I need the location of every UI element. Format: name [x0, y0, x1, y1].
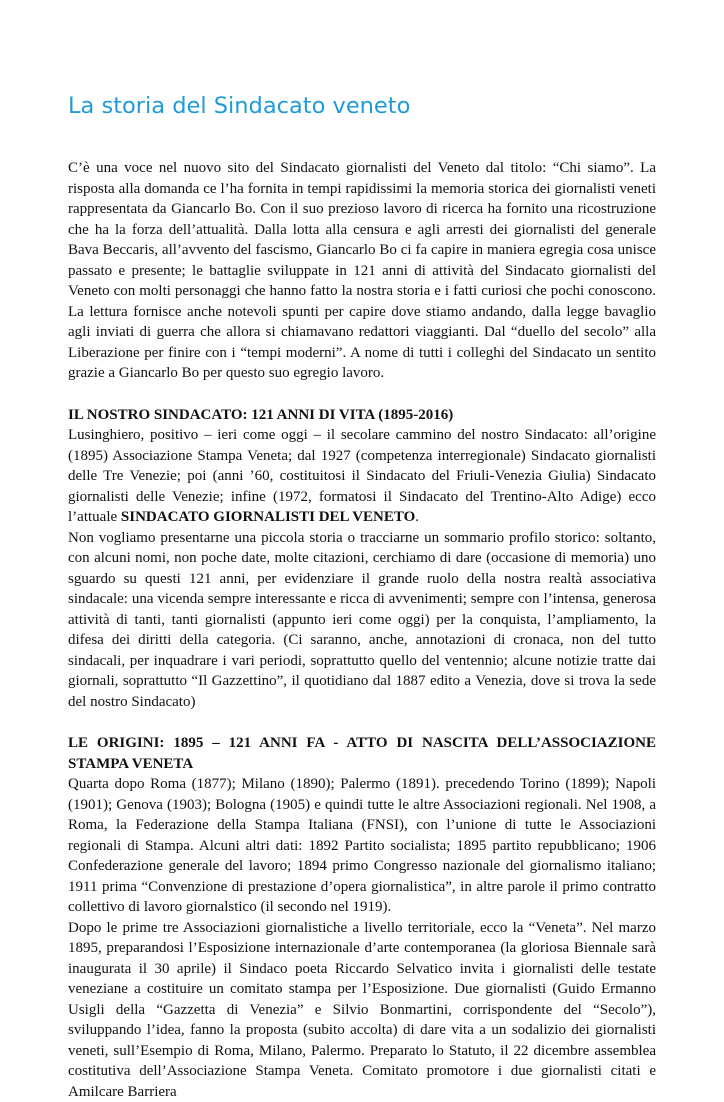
section2-paragraph-1: Quarta dopo Roma (1877); Milano (1890); Palermo (1891). precedendo Torino (1899); Napoli (1901); Genova (1903); Bologna (1905) e quindi tutte le altre Associazioni regionali. Nel 1908, a Roma, la Federazione della Stampa Italiana (FNSI), con l’unione di tutte le Associazioni regionali di Stampa. Alcuni altri dati: 1892 Partito socialista; 1895 partito repubblicano; 1906 Confederazione generale del lavoro; 1894 primo Congresso nazionale del giornalismo italiano; 1911 prima “Convenzione di prestazione d’opera giornalistica”, in altre parole il primo contratto collettivo di lavoro giornalstico (il secondo nel 1919).: [68, 774, 656, 918]
section2-paragraph-2: Dopo le prime tre Associazioni giornalistiche a livello territoriale, ecco la “Veneta”. Nel marzo 1895, preparandosi l’Esposizione internazionale d’arte contemporanea (la gloriosa Biennale sarà inaugurata il 30 aprile) il Sindaco poeta Riccardo Selvatico invita i giornalisti delle testate veneziane a costituire un comitato stampa per l’Esposizione. Due giornalisti (Guido Ermanno Usigli della “Gazzetta di Venezia” e Silvio Bonmartini, corrispondente del “Secolo”), sviluppando l’idea, fanno la proposta (subito accolta) di dare vita a un sodalizio dei giornalisti veneti, sull’Esempio di Roma, Milano, Palermo. Preparato lo Statuto, il 22 dicembre assemblea costitutiva dell’Associazione Stampa Veneta. Comitato promotore i due giornalisti citati e Amilcare Barriera: [68, 918, 656, 1102]
section1-paragraph-2: Non vogliamo presentarne una piccola storia o tracciarne un sommario profilo storico: soltanto, con alcuni nomi, non poche date, molte citazioni, cerchiamo di dare (occasione di memoria) uno sguardo su questi 121 anni, per evidenziare il grande ruolo della nostra realtà associativa sindacale: una vicenda sempre interessante e ricca di avvenimenti; sempre con l’intensa, generosa attività di tanti, tanti giornalisti (appunto ieri come oggi) per la conquista, l’ampliamento, la difesa dei diritti della categoria. (Ci saranno, anche, annotazioni di cronaca, non del tutto sindacali, per inquadrare i vari periodi, soprattutto quello del ventennio; alcune notizie tratte dai giornali, soprattutto “Il Gazzettino”, il quotidiano dal 1887 edito a Venezia, dove si trova la sede del nostro Sindacato): [68, 528, 656, 713]
section-heading-sindacato: IL NOSTRO SINDACATO: 121 ANNI DI VITA (1895-2016): [68, 405, 656, 426]
spacer: [68, 712, 656, 733]
page-title: La storia del Sindacato veneto: [68, 92, 656, 120]
section1-bold-name: SINDACATO GIORNALISTI DEL VENETO: [121, 509, 415, 525]
spacer: [68, 384, 656, 405]
section1-text-a: Lusinghiero, positivo – ieri come oggi – il secolare cammino del nostro Sindacato: all’origine (1895) Associazione Stampa Veneta; dal 1927 (competenza interregionale) Sindacato giornalisti delle Tre Venezie; poi (anni ’60, costituitosi il Sindacato del Friuli-Venezia Giulia) Sindacato giornalisti delle Venezie; infine (1972, formatosi il Sindacato del Trentino-Alto Adige) ecco l’attuale: [68, 427, 656, 525]
section-heading-origini: LE ORIGINI: 1895 – 121 ANNI FA - ATTO DI NASCITA DELL’ASSOCIAZIONE STAMPA VENETA: [68, 733, 656, 774]
section1-text-b: .: [415, 509, 419, 525]
intro-paragraph: C’è una voce nel nuovo sito del Sindacato giornalisti del Veneto dal titolo: “Chi siamo”. La risposta alla domanda ce l’ha fornita in tempi rapidissimi la memoria storica dei giornalisti veneti rappresentata da Giancarlo Bo. Con il suo prezioso lavoro di ricerca ha fornito una ricostruzione che ha la forza dell’attualità. Dalla lotta alla censura e agli arresti dei giornalisti del generale Bava Beccaris, all’avvento del fascismo, Giancarlo Bo ci fa capire in maniera egregia cosa unisce passato e presente; le battaglie sviluppate in 121 anni di attività del Sindacato giornalisti del Veneto con molti personaggi che hanno fatto la nostra storia e i fatti curiosi che pochi conoscono. La lettura fornisce anche notevoli spunti per capire dove stiamo andando, dalla legge bavaglio agli inviati di guerra che allora si chiamavano redattori viaggianti. Dal “duello del secolo” alla Liberazione per finire con i “tempi moderni”. A nome di tutti i colleghi del Sindacato un sentito grazie a Giancarlo Bo per questo suo egregio lavoro.: [68, 158, 656, 384]
section1-paragraph-1: [68, 425, 656, 528]
